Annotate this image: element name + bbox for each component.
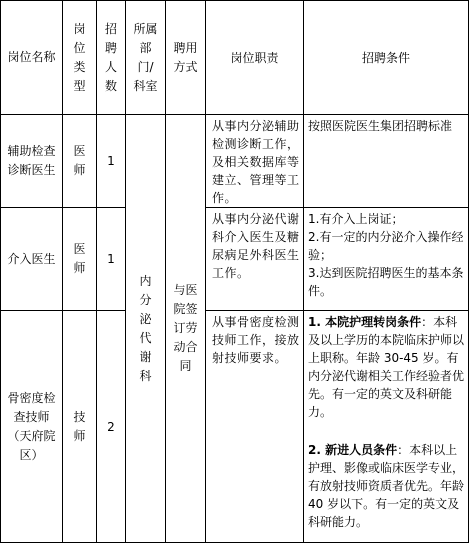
header-row [1,1,469,115]
position-type: 医师 [73,144,86,177]
department-text: 内分泌代谢科 [139,273,152,383]
position-name-cell [1,208,63,311]
requirement-cell [304,311,469,543]
position-name: 骨密度检查技师（天府院区） [7,390,56,462]
requirement-item: 2.有一定的内分泌介入操作经验； [308,230,464,262]
header-position-name-text: 岗位名称 [7,50,56,64]
department-cell [126,115,166,543]
position-type-cell [63,311,97,543]
header-employment-type-text: 聘用方式 [173,40,198,74]
duties-cell: 从事骨密度检测技师工作，接放射技师要求。 [206,311,304,543]
header-headcount-text: 招聘人数 [104,21,117,93]
requirement-item: 1.有介入上岗证； [308,212,404,226]
position-name: 介入医生 [7,251,56,266]
header-position-type-text: 岗位类型 [73,21,86,93]
duties-cell: 从事内分泌代谢科介入医生及糖尿病足外科医生工作。 [206,208,304,311]
requirement-body: ：本科及以上学历的本院临床护师以上职称。年龄 30-45 岁。有内分泌代谢相关工作经验者优先。有一定的英文及科研能力。 [308,315,465,419]
header-department [126,1,166,115]
position-type-cell [63,208,97,311]
table-row [1,115,469,208]
requirement-cell: 按照医院医生集团招聘标准 [304,115,469,208]
employment-type-text: 与医院签订劳动合同 [173,283,198,373]
spacer [308,421,464,441]
employment-type-cell [166,115,206,543]
requirement-item: 3.达到医院招聘医生的基本条件。 [308,266,464,298]
table-row [1,311,469,543]
header-requirements: 招聘条件 [304,1,469,115]
header-duties: 岗位职责 [206,1,304,115]
position-name-cell [1,311,63,543]
duties-cell: 从事内分泌辅助检测诊断工作，及相关数据库等建立、管理等工作。 [206,115,304,208]
position-type: 技师 [73,409,86,443]
headcount-cell: 2 [97,311,126,543]
position-name-cell [1,115,63,208]
headcount-cell: 1 [97,115,126,208]
table-row [1,208,469,311]
requirement-cell [304,208,469,311]
header-headcount [97,1,126,115]
requirement-title: 2. 新进人员条件 [308,443,398,457]
requirement-item [308,441,464,531]
header-position-type [63,1,97,115]
header-department-text: 所属部门/科室 [133,21,158,93]
headcount-cell: 1 [97,208,126,311]
position-name: 辅助检查诊断医生 [7,144,56,177]
requirement-item [308,313,464,421]
position-type-cell [63,115,97,208]
header-employment-type [166,1,206,115]
requirement-title: 1. 本院护理转岗条件 [308,315,422,329]
header-position-name [1,1,63,115]
position-type: 医师 [73,242,86,275]
requirement-body: ：本科以上护理、影像或临床医学专业，有放射技师资质者优先。年龄 40 岁以下。有一定的英文及科研能力。 [308,443,465,529]
